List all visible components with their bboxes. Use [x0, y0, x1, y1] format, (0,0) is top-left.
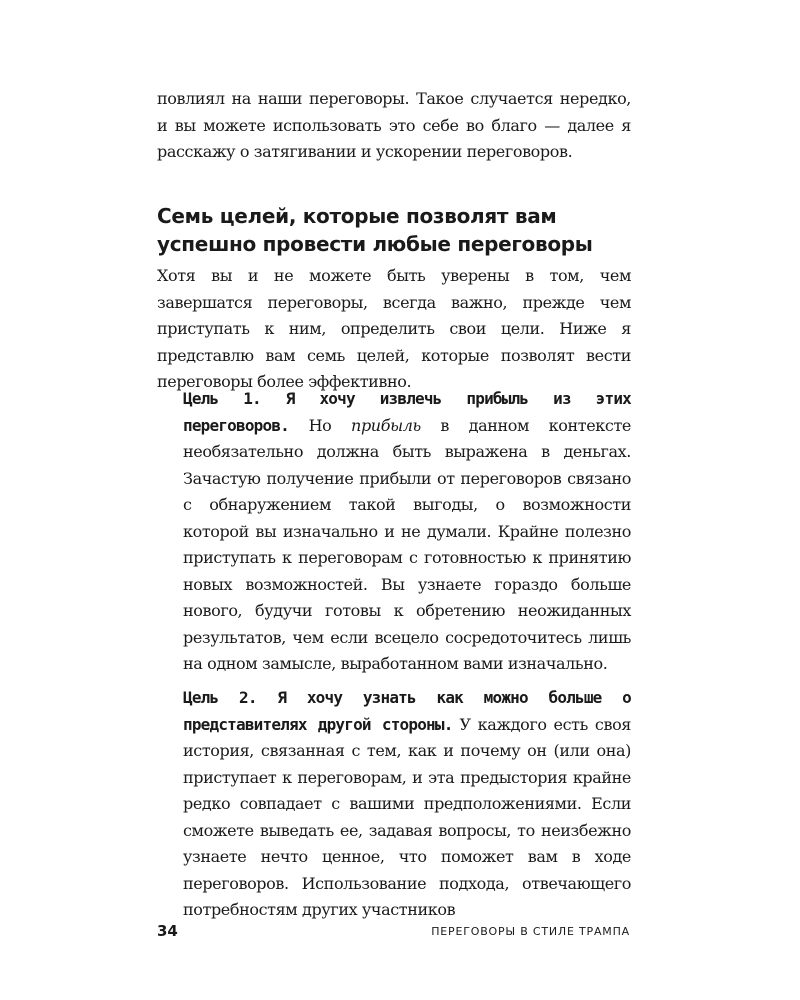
page-number: 34: [157, 922, 178, 940]
goal-1-paragraph: [183, 386, 631, 678]
goal-2-paragraph: [183, 685, 631, 924]
running-title: ПЕРЕГОВОРЫ В СТИЛЕ ТРАМПА: [431, 925, 630, 938]
lead-paragraph: Хотя вы и не можете быть уверены в том, чем завершатся переговоры, всегда важно, прежде чем приступать к ним, определить свои цели. Ниже я представлю вам семь целей, которые позволят вести переговоры более эффективно.: [157, 266, 631, 391]
goal-1-text-before: Но: [289, 415, 352, 435]
goal-2-title: Цель 2. Я хочу узнать как можно больше о представителях другой стороны.: [183, 688, 631, 734]
goal-1-emphasis: прибыль: [351, 415, 421, 435]
goal-2-text: У каждого есть своя история, связанная с тем, как и почему он (или она) приступает к переговорам, и эта предыстория крайне редко совпадает с вашими предположениями. Если сможете выведать ее, задавая вопросы, то неизбежно узнаете нечто ценное, что поможет вам в ходе переговоров. Использование подхода, отвечающего потребностям других участников: [183, 714, 631, 919]
section-heading: Семь целей, которые позволят вам успешно провести любые переговоры: [157, 204, 593, 256]
goal-1-title: Цель 1. Я хочу извлечь прибыль из этих переговоров.: [183, 389, 631, 435]
intro-paragraph: повлиял на наши переговоры. Такое случается нередко, и вы можете использовать это себе во благо — далее я расскажу о затягивании и ускорении переговоров.: [157, 89, 631, 161]
goal-1-text-after: в данном контексте необязательно должна быть выражена в деньгах. Зачастую получение прибыли от переговоров связано с обнаружением такой выгоды, о возможности которой вы изначально и не думали. Крайне полезно приступать к переговорам с готовностью к принятию новых возможностей. Вы узнаете гораздо больше нового, будучи готовы к обретению неожиданных результатов, чем если всецело сосредоточитесь лишь на одном замысле, выработанном вами изначально.: [183, 415, 631, 673]
